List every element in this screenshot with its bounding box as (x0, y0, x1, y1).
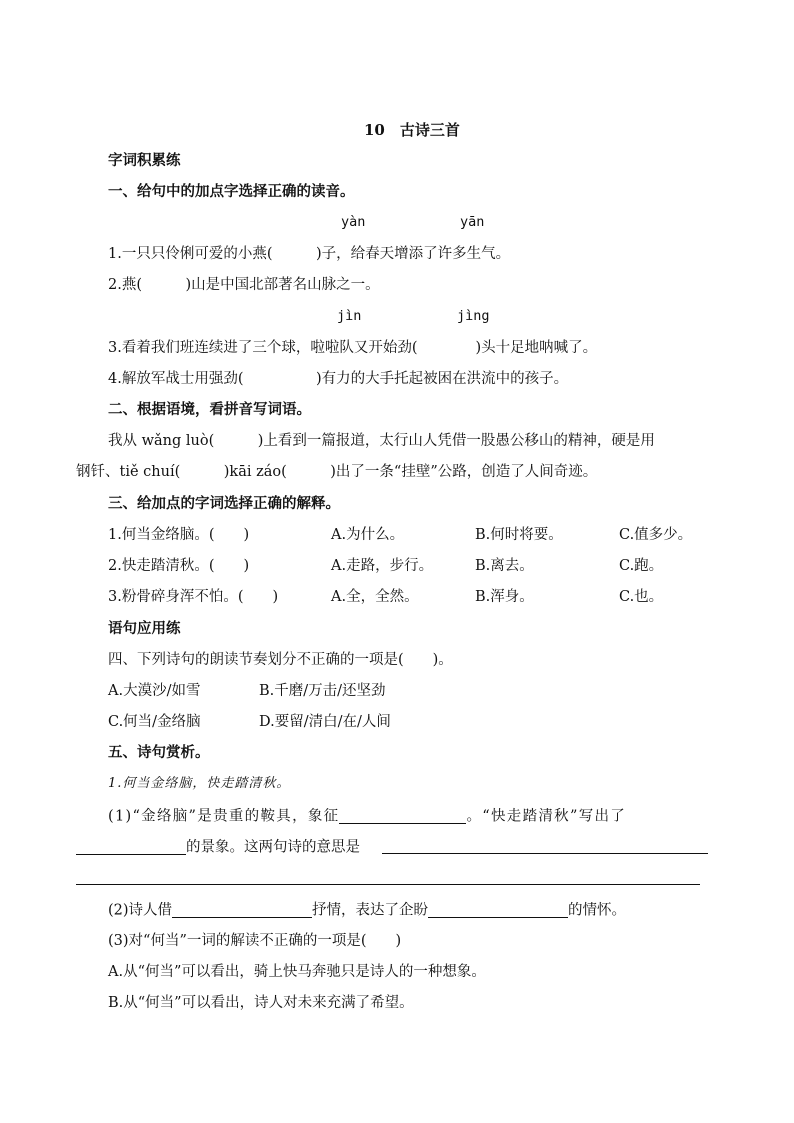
q4-option-c: C.何当/金络脑 (108, 714, 201, 730)
answer-blank-meaning-1[interactable] (382, 853, 708, 854)
answer-blank-meaning-2[interactable] (76, 884, 700, 885)
q3-row-1-option-b: B.何时将要。 (475, 527, 563, 543)
q3-row-1-option-c: C.值多少。 (619, 527, 693, 543)
q5-poem-line: 1.何当金络脑，快走踏清秋。 (108, 776, 291, 791)
q1-pinyin-jin4: jìn (337, 308, 362, 324)
answer-blank-scene[interactable] (76, 840, 186, 855)
q5-part3-question: (3)对“何当”一词的解读不正确的一项是( ) (108, 933, 402, 949)
q5-part2-line (108, 903, 626, 918)
answer-blank-symbol[interactable] (339, 809, 466, 824)
q5-part1-line-1 (108, 809, 626, 824)
q5-part1-text-b: 。“快走踏清秋”写出了 (466, 808, 627, 825)
q2-line-1: 我从 wǎng luò( )上看到一篇报道，太行山人凭借一股愚公移山的精神，硬是用 (108, 433, 655, 449)
q5-part2-text-a: (2)诗人借 (108, 902, 173, 919)
q4-option-d: D.要留/清白/在/人间 (259, 714, 391, 730)
page-title: 10 古诗三首 (364, 121, 460, 139)
q1-item-3: 3.看着我们班连续进了三个球，啦啦队又开始劲( )头十足地呐喊了。 (108, 340, 598, 356)
q5-part1-line-2 (76, 840, 360, 855)
q2-line-2: 钢钎、tiě chuí( )kāi záo( )出了一条“挂壁”公路，创造了人间奇迹。 (76, 464, 598, 480)
q4-option-a: A.大漠沙/如雪 (108, 683, 201, 699)
q4-option-b: B.千磨/万击/还坚劲 (259, 683, 386, 699)
q3-row-3-question: 3.粉骨碎身浑不怕。( ) (108, 589, 279, 605)
q4-heading: 四、下列诗句的朗读节奏划分不正确的一项是( )。 (108, 652, 453, 668)
q1-item-2: 2.燕( )山是中国北部著名山脉之一。 (108, 277, 380, 293)
q5-heading: 五、诗句赏析。 (108, 744, 210, 761)
q2-heading: 二、根据语境，看拼音写词语。 (108, 401, 311, 418)
q1-item-1: 1.一只只伶俐可爱的小燕( )子，给春天增添了许多生气。 (108, 246, 511, 262)
q5-part1-text-c: 的景象。这两句诗的意思是 (186, 839, 360, 856)
q3-heading: 三、给加点的字词选择正确的解释。 (108, 495, 340, 512)
q1-pinyin-yan4: yàn (341, 214, 366, 230)
q1-heading: 一、给句中的加点字选择正确的读音。 (108, 183, 355, 200)
section-vocab-heading: 字词积累练 (108, 152, 181, 169)
q1-item-4: 4.解放军战士用强劲( )有力的大手托起被困在洪流中的孩子。 (108, 371, 569, 387)
q5-part1-text-a: (1)“金络脑”是贵重的鞍具，象征 (108, 808, 340, 825)
answer-blank-hope[interactable] (428, 903, 568, 918)
answer-blank-object[interactable] (172, 903, 312, 918)
q3-row-2-option-a: A.走路，步行。 (331, 558, 434, 574)
q3-row-2-option-b: B.离去。 (475, 558, 534, 574)
q3-row-1-option-a: A.为什么。 (331, 527, 405, 543)
q3-row-3-option-a: A.全，全然。 (331, 589, 419, 605)
q3-row-2-question: 2.快走踏清秋。( ) (108, 558, 250, 574)
q1-pinyin-jing4: jìng (457, 308, 490, 324)
q3-row-3-option-b: B.浑身。 (475, 589, 534, 605)
section-apply-heading: 语句应用练 (108, 620, 181, 637)
q3-row-3-option-c: C.也。 (619, 589, 664, 605)
q3-row-1-question: 1.何当金络脑。( ) (108, 527, 250, 543)
q1-pinyin-yan1: yān (460, 214, 485, 230)
q3-row-2-option-c: C.跑。 (619, 558, 664, 574)
q5-part2-text-b: 抒情，表达了企盼 (312, 902, 429, 919)
q5-part3-option-a: A.从“何当”可以看出，骑上快马奔驰只是诗人的一种想象。 (108, 964, 486, 980)
q5-part2-text-c: 的情怀。 (568, 902, 627, 919)
q5-part3-option-b: B.从“何当”可以看出，诗人对未来充满了希望。 (108, 995, 414, 1011)
